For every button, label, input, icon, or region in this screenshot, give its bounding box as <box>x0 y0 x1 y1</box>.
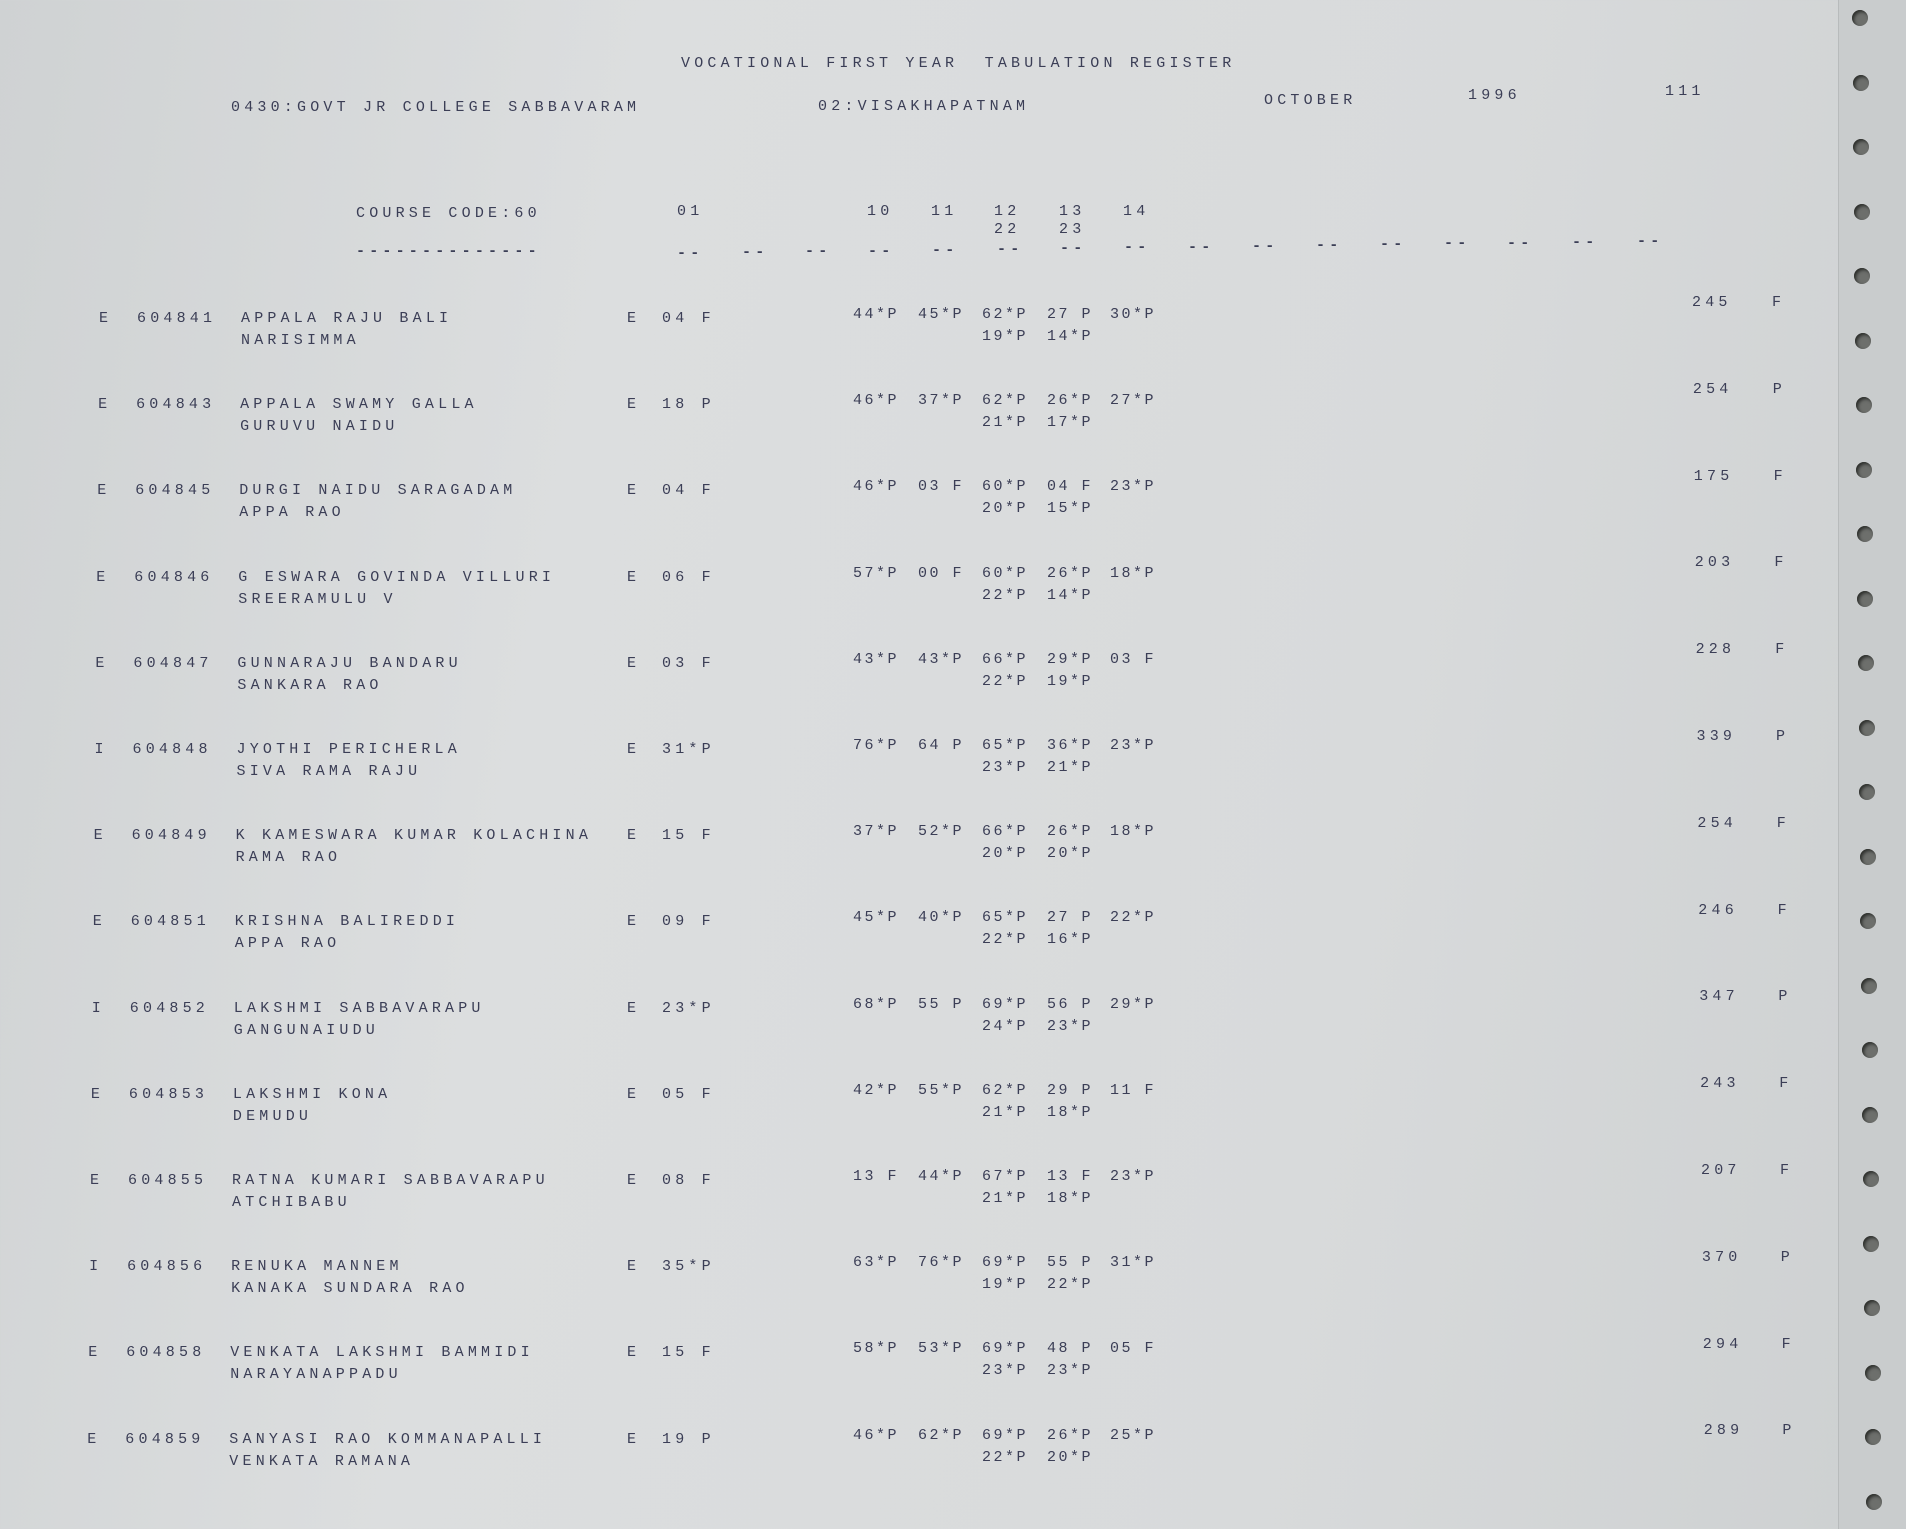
column-divider-dash: -- <box>805 243 832 261</box>
total-marks: 175 <box>1693 467 1734 485</box>
subject-mark: 42*P <box>853 1081 900 1099</box>
result-status: P <box>1780 1248 1794 1266</box>
language-medium: E <box>627 654 641 672</box>
student-name: GUNNARAJU BANDARU <box>237 654 462 672</box>
subject-mark-part2: 14*P <box>1047 586 1094 604</box>
column-divider-dash: -- <box>1252 237 1279 255</box>
subject-code: 12 <box>994 203 1021 220</box>
subject-mark: 69*P <box>982 1254 1029 1272</box>
result-status: F <box>1779 1075 1793 1093</box>
subject-mark: 64 P <box>918 737 965 754</box>
subject-mark: 30*P <box>1110 306 1157 323</box>
result-status: F <box>1777 901 1791 919</box>
language-medium: E <box>627 827 641 845</box>
subject-mark-part2: 18*P <box>1047 1103 1094 1121</box>
subject-mark: 18*P <box>1110 823 1157 841</box>
total-marks: 203 <box>1694 554 1735 572</box>
subject-mark: 67*P <box>982 1168 1029 1185</box>
subject-mark-part2: 22*P <box>982 586 1029 604</box>
tractor-hole-icon <box>1857 591 1873 607</box>
subject-mark: 69*P <box>982 1426 1029 1444</box>
subject-code-sub: 22 <box>994 221 1021 238</box>
subject-mark-part2: 21*P <box>982 1190 1029 1207</box>
subject-mark: 29*P <box>1110 995 1157 1013</box>
subject-mark-part2: 21*P <box>982 414 1029 432</box>
subject-mark-part2: 23*P <box>982 1362 1029 1380</box>
subject-mark: 26*P <box>1047 1426 1094 1444</box>
result-status: P <box>1776 728 1790 745</box>
tractor-hole-icon <box>1853 75 1869 91</box>
father-name: SANKARA RAO <box>237 676 383 694</box>
candidate-flag: E <box>97 482 111 500</box>
subject-01-mark: 09 F <box>662 913 715 931</box>
subject-mark: 55 P <box>918 995 965 1013</box>
language-medium: E <box>627 482 641 500</box>
subject-01-mark: 04 F <box>662 482 715 500</box>
column-divider-dash: -- <box>742 244 769 262</box>
subject-mark: 62*P <box>982 1081 1029 1099</box>
subject-mark: 52*P <box>918 823 965 841</box>
result-status: P <box>1778 988 1792 1006</box>
page-number: 111 <box>1665 83 1705 100</box>
candidate-flag: E <box>90 1085 105 1103</box>
column-divider-dash: -- <box>1572 233 1599 251</box>
candidate-flag: E <box>88 1344 102 1362</box>
total-marks: 228 <box>1695 641 1736 659</box>
subject-code: 10 <box>867 203 894 220</box>
father-name: APPA RAO <box>239 504 345 522</box>
subject-mark: 76*P <box>853 737 900 754</box>
candidate-flag: I <box>94 741 108 758</box>
student-name: G ESWARA GOVINDA VILLURI <box>238 568 556 586</box>
student-name: K KAMESWARA KUMAR KOLACHINA <box>235 827 593 845</box>
subject-mark: 37*P <box>918 392 965 410</box>
subject-mark: 37*P <box>853 823 900 841</box>
language-medium: E <box>627 999 641 1017</box>
subject-mark: 69*P <box>982 1340 1029 1358</box>
subject-mark: 45*P <box>853 909 900 927</box>
subject-mark: 23*P <box>1110 1168 1157 1185</box>
tractor-hole-icon <box>1860 849 1876 865</box>
candidate-flag: E <box>87 1430 101 1448</box>
result-status: F <box>1774 554 1788 572</box>
subject-mark: 58*P <box>853 1340 900 1358</box>
subject-01-mark: 08 F <box>662 1172 715 1189</box>
subject-code: 14 <box>1123 203 1150 220</box>
subject-mark: 40*P <box>918 909 965 927</box>
subject-mark: 43*P <box>918 650 965 668</box>
subject-mark: 31*P <box>1110 1254 1157 1272</box>
roll-number: 604858 <box>126 1344 206 1362</box>
subject-mark: 25*P <box>1110 1426 1157 1444</box>
subject-mark: 03 F <box>1110 650 1157 668</box>
subject-01-mark: 05 F <box>662 1085 715 1103</box>
tractor-hole-icon <box>1855 333 1871 349</box>
subject-01-mark: 15 F <box>662 827 715 845</box>
subject-01-mark: 31*P <box>662 741 715 758</box>
subject-mark: 23*P <box>1110 737 1157 754</box>
course-code: COURSE CODE:60 <box>356 205 541 222</box>
subject-01-mark: 18 P <box>662 396 715 414</box>
column-divider-dash: -- <box>1637 233 1664 250</box>
tractor-hole-icon <box>1863 1236 1879 1252</box>
result-status: F <box>1776 814 1790 832</box>
roll-number: 604852 <box>129 999 210 1017</box>
language-medium: E <box>627 1430 641 1448</box>
father-name: SREERAMULU V <box>238 590 397 608</box>
result-status: P <box>1782 1422 1796 1440</box>
subject-mark: 27 P <box>1047 306 1094 323</box>
language-medium: E <box>627 913 641 931</box>
result-status: F <box>1773 467 1787 485</box>
total-marks: 243 <box>1700 1075 1740 1093</box>
tractor-hole-icon <box>1856 397 1872 413</box>
subject-mark: 03 F <box>918 478 965 496</box>
roll-number: 604848 <box>132 741 212 758</box>
column-divider-dash: -- <box>677 245 704 262</box>
candidate-flag: I <box>89 1258 103 1276</box>
candidate-flag: E <box>99 310 113 327</box>
father-name: SIVA RAMA RAJU <box>236 763 422 780</box>
tractor-hole-icon <box>1866 1494 1882 1510</box>
language-medium: E <box>627 741 641 758</box>
column-divider-dash: -- <box>1507 234 1534 252</box>
total-marks: 254 <box>1697 814 1737 832</box>
subject-mark: 22*P <box>1110 909 1157 927</box>
subject-mark-part2: 23*P <box>982 759 1029 776</box>
student-name: RENUKA MANNEM <box>231 1258 403 1276</box>
subject-mark: 29 P <box>1047 1081 1094 1099</box>
candidate-flag: E <box>92 913 106 931</box>
roll-number: 604853 <box>128 1085 209 1103</box>
candidate-flag: I <box>91 999 105 1017</box>
subject-mark-part2: 20*P <box>982 500 1029 518</box>
subject-mark: 48 P <box>1047 1340 1094 1358</box>
roll-number: 604856 <box>127 1258 207 1276</box>
subject-mark: 26*P <box>1047 392 1094 410</box>
tractor-hole-icon <box>1857 526 1873 542</box>
subject-mark: 46*P <box>853 478 900 496</box>
tractor-hole-icon <box>1862 1107 1878 1123</box>
column-divider-dash: -- <box>1380 236 1407 254</box>
subject-mark: 68*P <box>853 995 900 1013</box>
total-marks: 245 <box>1692 294 1732 311</box>
total-marks: 294 <box>1702 1335 1743 1353</box>
result-status: F <box>1781 1335 1795 1353</box>
total-marks: 347 <box>1699 988 1739 1006</box>
subject-mark: 13 F <box>1047 1168 1094 1185</box>
result-status: F <box>1772 294 1786 311</box>
subject-mark: 26*P <box>1047 823 1094 841</box>
subject-mark: 44*P <box>853 306 900 323</box>
subject-mark: 26*P <box>1047 564 1094 582</box>
subject-mark: 18*P <box>1110 564 1157 582</box>
roll-number: 604845 <box>135 482 215 500</box>
father-name: DEMUDU <box>232 1107 313 1125</box>
roll-number: 604843 <box>136 396 216 414</box>
subject-01-mark: 06 F <box>662 568 715 586</box>
roll-number: 604859 <box>125 1430 205 1448</box>
subject-mark: 76*P <box>918 1254 965 1272</box>
exam-month: OCTOBER <box>1264 92 1357 109</box>
father-name: NARAYANAPPADU <box>230 1366 402 1384</box>
subject-mark: 63*P <box>853 1254 900 1272</box>
candidate-flag: E <box>96 568 110 586</box>
subject-01-mark: 04 F <box>662 310 715 327</box>
subject-mark: 62*P <box>918 1426 965 1444</box>
candidate-flag: E <box>93 827 107 845</box>
subject-01-mark: 19 P <box>662 1430 715 1448</box>
register-title: VOCATIONAL FIRST YEAR TABULATION REGISTER <box>681 55 1236 72</box>
student-name: JYOTHI PERICHERLA <box>236 741 461 758</box>
roll-number: 604851 <box>130 913 210 931</box>
district-name: 02:VISAKHAPATNAM <box>818 98 1030 115</box>
subject-code: 11 <box>931 203 958 220</box>
father-name: GANGUNAIUDU <box>233 1021 380 1039</box>
total-marks: 207 <box>1701 1162 1741 1179</box>
subject-mark: 13 F <box>853 1168 900 1185</box>
student-name: RATNA KUMARI SABBAVARAPU <box>232 1172 549 1189</box>
subject-mark-part2: 14*P <box>1047 328 1094 345</box>
subject-mark: 36*P <box>1047 737 1094 754</box>
column-divider-dash: -- <box>1316 237 1343 254</box>
father-name: NARISIMMA <box>241 332 360 349</box>
column-divider-dash: -- <box>1444 235 1471 253</box>
language-medium: E <box>627 396 641 414</box>
tractor-hole-icon <box>1861 978 1877 994</box>
subject-mark: 66*P <box>982 823 1029 841</box>
subject-mark: 55*P <box>918 1081 965 1099</box>
column-divider-dash: -- <box>868 242 895 260</box>
father-name: RAMA RAO <box>235 849 342 867</box>
subject-mark: 43*P <box>853 650 900 668</box>
subject-mark-part2: 24*P <box>982 1017 1029 1035</box>
subject-mark-part2: 21*P <box>1047 759 1094 776</box>
language-medium: E <box>627 1085 641 1103</box>
subject-01-mark: 23*P <box>662 999 715 1017</box>
exam-year: 1996 <box>1468 87 1521 104</box>
language-medium: E <box>627 310 641 327</box>
student-name: LAKSHMI KONA <box>232 1085 392 1103</box>
subject-mark: 46*P <box>853 392 900 410</box>
language-medium: E <box>627 568 641 586</box>
student-name: DURGI NAIDU SARAGADAM <box>239 482 517 500</box>
subject-mark-part2: 23*P <box>1047 1362 1094 1380</box>
subject-mark: 65*P <box>982 909 1029 927</box>
subject-mark-part2: 22*P <box>982 672 1029 690</box>
subject-mark: 56 P <box>1047 995 1094 1013</box>
college-name: 0430:GOVT JR COLLEGE SABBAVARAM <box>231 99 641 116</box>
subject-code-sub: 23 <box>1059 221 1086 238</box>
language-medium: E <box>627 1172 641 1189</box>
father-name: APPA RAO <box>234 935 341 953</box>
subject-mark: 53*P <box>918 1340 965 1358</box>
column-divider-dash: -- <box>1188 238 1215 256</box>
father-name: KANAKA SUNDARA RAO <box>231 1280 469 1298</box>
candidate-flag: E <box>90 1172 104 1189</box>
subject-mark: 66*P <box>982 650 1029 668</box>
language-medium: E <box>627 1258 641 1276</box>
subject-mark: 23*P <box>1110 478 1157 496</box>
student-name: SANYASI RAO KOMMANAPALLI <box>229 1430 547 1448</box>
column-divider-dash: -- <box>932 241 959 259</box>
subject-mark-part2: 22*P <box>982 1448 1029 1466</box>
student-name: LAKSHMI SABBAVARAPU <box>233 999 485 1017</box>
student-name: APPALA RAJU BALI <box>241 310 453 327</box>
subject-mark: 60*P <box>982 564 1029 582</box>
roll-number: 604841 <box>137 310 217 327</box>
tractor-hole-icon <box>1862 1042 1878 1058</box>
roll-number: 604855 <box>128 1172 208 1189</box>
subject-01-mark: 15 F <box>662 1344 715 1362</box>
column-divider-dash: -- <box>1124 239 1151 257</box>
tractor-hole-icon <box>1858 655 1874 671</box>
tractor-hole-icon <box>1852 10 1868 26</box>
student-name: KRISHNA BALIREDDI <box>234 913 460 931</box>
total-marks: 254 <box>1692 380 1733 398</box>
tractor-hole-icon <box>1865 1365 1881 1381</box>
subject-mark: 55 P <box>1047 1254 1094 1272</box>
subject-mark: 60*P <box>982 478 1029 496</box>
subject-mark: 05 F <box>1110 1340 1157 1358</box>
student-name: VENKATA LAKSHMI BAMMIDI <box>230 1344 534 1362</box>
subject-mark: 45*P <box>918 306 965 323</box>
subject-mark: 11 F <box>1110 1081 1157 1099</box>
subject-mark-part2: 16*P <box>1047 931 1094 949</box>
subject-01-mark: 35*P <box>662 1258 715 1276</box>
subject-mark-part2: 22*P <box>1047 1276 1094 1294</box>
tractor-hole-icon <box>1854 204 1870 220</box>
subject-mark-part2: 19*P <box>982 328 1029 345</box>
result-status: P <box>1772 380 1786 398</box>
total-marks: 289 <box>1703 1422 1744 1440</box>
result-status: F <box>1775 641 1789 659</box>
subject-mark-part2: 18*P <box>1047 1190 1094 1207</box>
subject-code: 13 <box>1059 203 1086 220</box>
subject-mark: 62*P <box>982 392 1029 410</box>
subject-mark-part2: 19*P <box>1047 672 1094 690</box>
subject-01-mark: 03 F <box>662 654 715 672</box>
father-name: ATCHIBABU <box>232 1194 351 1211</box>
column-divider-dash: -- <box>997 241 1024 258</box>
subject-mark: 46*P <box>853 1426 900 1444</box>
subject-mark-part2: 15*P <box>1047 500 1094 518</box>
subject-mark: 29*P <box>1047 650 1094 668</box>
subject-mark-part2: 20*P <box>1047 845 1094 863</box>
subject-mark-part2: 20*P <box>982 845 1029 863</box>
subject-mark: 04 F <box>1047 478 1094 496</box>
language-medium: E <box>627 1344 641 1362</box>
candidate-flag: E <box>95 654 109 672</box>
tractor-hole-icon <box>1864 1300 1880 1316</box>
result-status: F <box>1780 1162 1794 1179</box>
subject-mark: 27*P <box>1110 392 1157 410</box>
subject-mark: 57*P <box>853 564 900 582</box>
total-marks: 339 <box>1696 728 1737 745</box>
tractor-hole-icon <box>1856 462 1872 478</box>
course-code-underline: -------------- <box>356 243 541 260</box>
subject-mark: 65*P <box>982 737 1029 754</box>
father-name: GURUVU NAIDU <box>240 418 399 436</box>
roll-number: 604849 <box>131 827 211 845</box>
candidate-flag: E <box>98 396 112 414</box>
subject-mark-part2: 23*P <box>1047 1017 1094 1035</box>
subject-mark: 62*P <box>982 306 1029 323</box>
subject-mark-part2: 19*P <box>982 1276 1029 1294</box>
tractor-hole-icon <box>1863 1171 1879 1187</box>
column-divider-dash: -- <box>1060 240 1087 258</box>
subject-mark: 69*P <box>982 995 1029 1013</box>
total-marks: 246 <box>1698 901 1738 919</box>
subject-code: 01 <box>677 203 704 220</box>
roll-number: 604846 <box>134 568 214 586</box>
subject-mark-part2: 21*P <box>982 1103 1029 1121</box>
subject-mark: 27 P <box>1047 909 1094 927</box>
subject-mark: 00 F <box>918 564 965 582</box>
tractor-hole-icon <box>1859 720 1875 736</box>
roll-number: 604847 <box>133 654 213 672</box>
total-marks: 370 <box>1701 1248 1742 1266</box>
subject-mark-part2: 17*P <box>1047 414 1094 432</box>
subject-mark-part2: 22*P <box>982 931 1029 949</box>
subject-mark-part2: 20*P <box>1047 1448 1094 1466</box>
student-name: APPALA SWAMY GALLA <box>240 396 478 414</box>
subject-mark: 44*P <box>918 1168 965 1185</box>
father-name: VENKATA RAMANA <box>229 1452 415 1470</box>
